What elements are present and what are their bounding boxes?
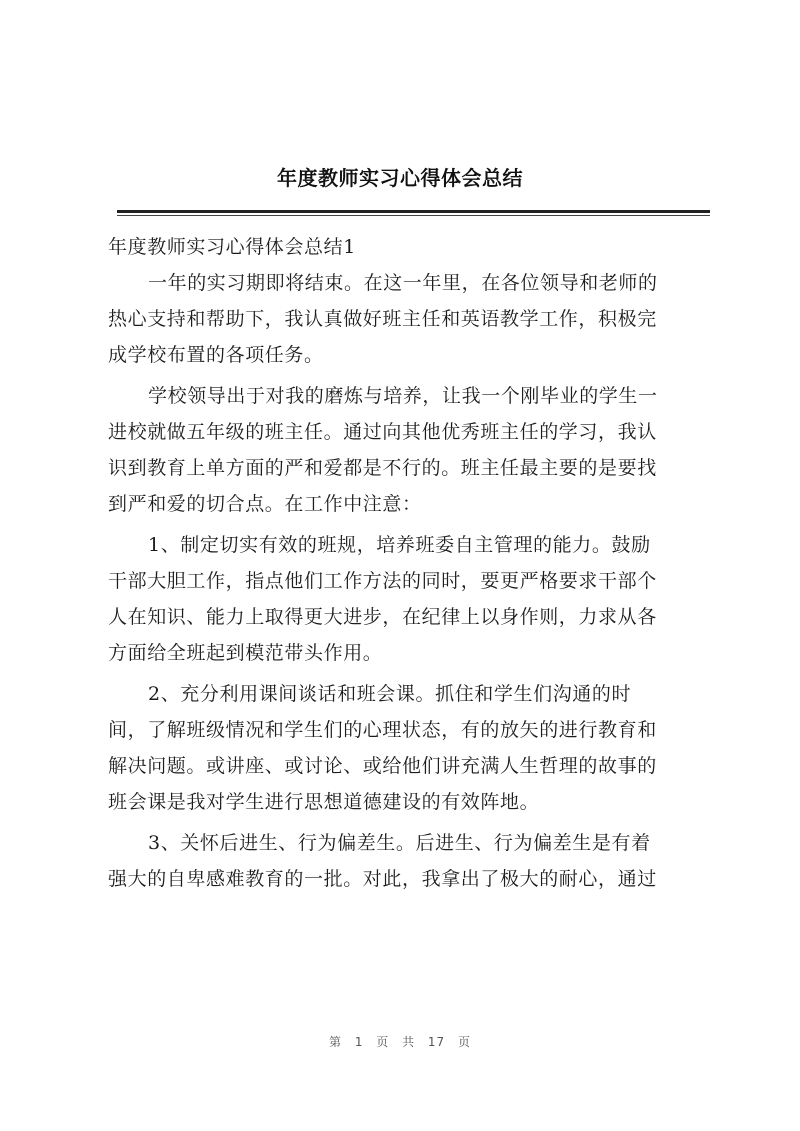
paragraph-line: 2、充分利用课间谈话和班会课。抓住和学生们沟通的时: [148, 683, 632, 705]
paragraph-line: 学校领导出于对我的磨炼与培养，让我一个刚毕业的学生一: [148, 385, 658, 407]
paragraph-line: 1、制定切实有效的班规，培养班委自主管理的能力。鼓励: [148, 534, 651, 556]
paragraph-line: 进校就做五年级的班主任。通过向其他优秀班主任的学习，我认: [108, 421, 657, 443]
paragraph-line: 到严和爱的切合点。在工作中注意：: [108, 493, 422, 515]
paragraph-line: 成学校布置的各项任务。: [108, 344, 324, 366]
paragraph-line: 人在知识、能力上取得更大进步，在纪律上以身作则，力求从各: [108, 606, 657, 628]
paragraph-line: 干部大胆工作，指点他们工作方法的同时，要更严格要求干部个: [108, 570, 657, 592]
paragraph-4: [108, 676, 712, 820]
paragraph-3: [108, 527, 712, 671]
paragraph-line: 热心支持和帮助下，我认真做好班主任和英语教学工作，积极完: [108, 308, 657, 330]
section-heading: 年度教师实习心得体会总结1: [108, 236, 356, 258]
page-number-footer: 第 1 页 共 17 页: [329, 1035, 471, 1049]
paragraph-1: [108, 265, 712, 373]
paragraph-line: 强大的自卑感难教育的一批。对此，我拿出了极大的耐心，通过: [108, 868, 657, 890]
paragraph-2: [108, 378, 712, 522]
document-title: 年度教师实习心得体会总结: [277, 166, 523, 190]
title-divider-thick: [117, 210, 710, 213]
document-body: [108, 229, 712, 897]
paragraph-line: 班会课是我对学生进行思想道德建设的有效阵地。: [108, 791, 540, 813]
paragraph-5: [108, 825, 712, 897]
paragraph-line: 一年的实习期即将结束。在这一年里，在各位领导和老师的: [148, 272, 658, 294]
paragraph-line: 识到教育上单方面的严和爱都是不行的。班主任最主要的是要找: [108, 457, 657, 479]
paragraph-line: 间，了解班级情况和学生们的心理状态，有的放矢的进行教育和: [108, 719, 657, 741]
paragraph-line: 方面给全班起到模范带头作用。: [108, 642, 383, 664]
title-divider-thin: [117, 215, 710, 216]
paragraph-line: 3、关怀后进生、行为偏差生。后进生、行为偏差生是有着: [148, 832, 651, 854]
paragraph-line: 解决问题。或讲座、或讨论、或给他们讲充满人生哲理的故事的: [108, 755, 657, 777]
